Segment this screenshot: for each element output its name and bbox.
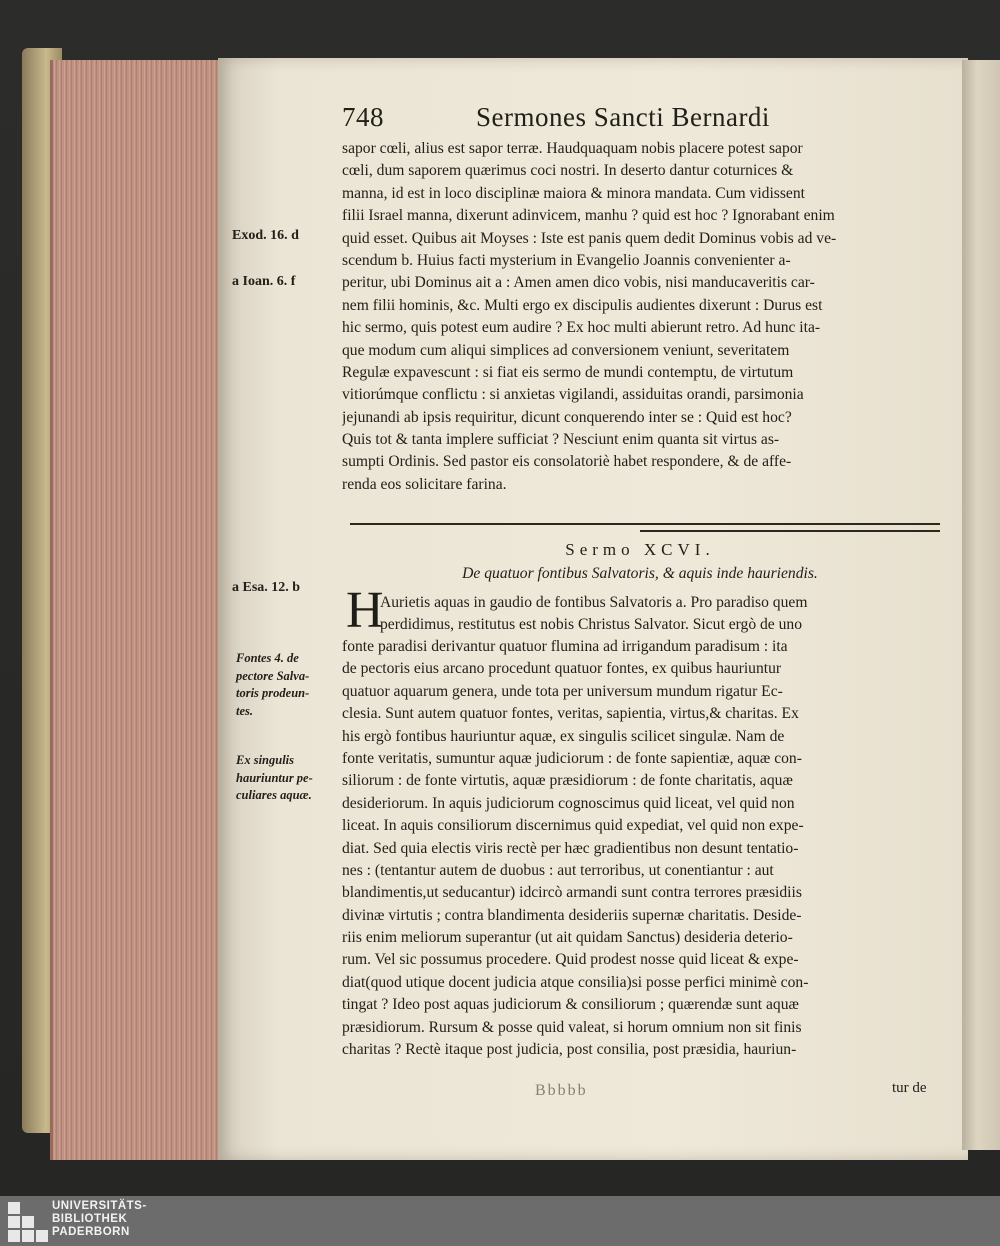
page-edges <box>50 60 225 1160</box>
text-line: Regulæ expavescunt : si fiat eis sermo de mundi contemptu, de virtutum <box>342 363 794 381</box>
margin-note-line: tes. <box>236 703 254 718</box>
text-line: rum. Vel sic possumus procedere. Quid prodest nosse quid liceat & expe- <box>342 951 799 969</box>
top-text-block <box>342 138 938 496</box>
running-title: Sermones Sancti Bernardi <box>476 102 770 132</box>
margin-note-line: Fontes 4. de <box>236 651 299 665</box>
text-line: quid esset. Quibus ait Moyses : Iste est panis quem dedit Dominus vobis ad ve- <box>342 229 837 247</box>
text-line: diat(quod utique docent judicia atque consilia)si posse perfici minimè con- <box>342 973 809 991</box>
text-line: præsidiorum. Rursum & posse quid valeat, si horum omnium non sit finis <box>342 1018 802 1036</box>
text-line: siliorum : de fonte virtutis, aquæ præsidiorum : de fonte charitatis, aquæ <box>342 772 793 790</box>
section-rule-thin <box>640 530 940 532</box>
library-name-line: BIBLIOTHEK <box>52 1213 128 1225</box>
text-line: charitas ? Rectè itaque post judicia, post consilia, post præsidia, hauriun- <box>342 1041 797 1059</box>
margin-note-line: toris prodeun- <box>236 686 310 700</box>
text-line: diat. Sed quia electis viris rectè per hæc gradientibus non desunt tentatio- <box>342 839 799 857</box>
text-line: de pectoris eius arcano procedunt quatuor fontes, ex quibus hauriuntur <box>342 660 782 678</box>
page-number: 748 <box>342 102 384 132</box>
text-line: manna, id est in loco disciplinæ maiora & minora mandata. Cum vidissent <box>342 184 805 202</box>
text-line: tingat ? Ideo post aquas judiciorum & consiliorum ; quærendæ sunt aquæ <box>342 996 799 1014</box>
margin-ref-esa: a Esa. 12. b <box>232 580 301 595</box>
text-line: fonte paradisi derivantur quatuor flumina ad irrigandum paradisum : ita <box>342 638 788 655</box>
margin-note-line: Ex singulis <box>236 753 295 767</box>
text-line: cœli, dum saporem quærimus coci nostri. In deserto dantur coturnices & <box>342 162 794 180</box>
text-line: Quis tot & tanta implere sufficiat ? Nesciunt enim quanta sit virtus as- <box>342 431 780 449</box>
text-line: vitiorúmque conflictu : si anxietas vigilandi, assiduitas orandi, parsimonia <box>342 386 804 404</box>
margin-note-singulis <box>236 752 336 805</box>
sermon-subtitle: De quatuor fontibus Salvatoris, & aquis inde hauriendis. <box>462 565 818 582</box>
text-line: divinæ virtutis ; contra blandimenta desideriis supernæ charitatis. Deside- <box>342 906 802 924</box>
text-line: quatuor aquarum genera, unde tota per universum mundum rigatur Ec- <box>342 682 783 700</box>
facing-page-edge <box>962 60 1000 1150</box>
text-line: desideriorum. In aquis judiciorum cognoscimus quid liceat, vel quid non <box>342 794 795 812</box>
text-line: sumpti Ordinis. Sed pastor eis consolatoriè habet respondere, & de affe- <box>342 453 792 471</box>
signature-mark: Bbbbb <box>535 1082 588 1099</box>
text-line: clesia. Sunt autem quatuor fontes, veritas, sapientia, virtus,& charitas. Ex <box>342 705 799 723</box>
sermon-body <box>342 636 938 1061</box>
text-line: renda eos solicitare farina. <box>342 475 507 493</box>
library-name <box>52 1200 147 1239</box>
margin-note-fontes <box>236 650 336 720</box>
margin-ref-exodus: Exod. 16. d <box>232 228 299 243</box>
text-line: riis enim meliorum superantur (ut ait quidam Sanctus) desideria deterio- <box>342 929 793 947</box>
section-rule <box>350 523 940 525</box>
text-line: nes : (tentantur autem de duobus : aut terroribus, ut conentiantur : aut <box>342 861 774 879</box>
text-line: peritur, ubi Dominus ait a : Amen amen dico vobis, nisi manducaveritis car- <box>342 274 815 292</box>
text-line: hic sermo, quis potest eum audire ? Ex hoc multi abierunt retro. Ad hunc ita- <box>342 319 821 337</box>
library-name-line: UNIVERSITÄTS- <box>52 1200 147 1212</box>
text-line: jejunandi ab ipsis requiritur, dicunt conquerendo inter se : Quid est hoc? <box>342 408 792 426</box>
text-line: filii Israel manna, dixerunt adinvicem, manhu ? quid est hoc ? Ignorabant enim <box>342 207 835 225</box>
text-line: his ergò fontibus hauriuntur aquæ, ex singulis scilicet singulæ. Nam de <box>342 727 785 745</box>
sermon-heading: Sermo XCVI. <box>565 540 715 559</box>
text-line: fonte veritatis, sumuntur aquæ judiciorum : de fonte sapientiæ, aquæ con- <box>342 749 802 767</box>
margin-note-line: culiares aquæ. <box>236 788 312 802</box>
text-line: blandimentis,ut seducantur) idcircò armandi sunt contra terrores præsidiis <box>342 884 802 902</box>
library-logo-icon <box>8 1200 52 1242</box>
footer-bar <box>0 1196 1000 1246</box>
text-line: sapor cœli, alius est sapor terræ. Haudquaquam nobis placere potest sapor <box>342 140 803 157</box>
text-line: liceat. In aquis consiliorum discernimus quid expediat, vel quid non expe- <box>342 817 804 835</box>
margin-note-line: hauriuntur pe- <box>236 770 313 785</box>
sermon-first-line <box>380 592 938 614</box>
text-line: Aurietis aquas in gaudio de fontibus Salvatoris a. Pro paradiso quem <box>380 594 808 611</box>
catchword: tur de <box>892 1080 927 1096</box>
drop-capital: H <box>346 582 384 639</box>
text-line: perdidimus, restitutus est nobis Christus Salvator. Sicut ergò de uno <box>380 616 803 633</box>
library-name-line: PADERBORN <box>52 1226 130 1238</box>
text-line: nem filii hominis, &c. Multi ergo ex discipulis audientes dixerunt : Durus est <box>342 296 823 314</box>
text-line: que modum cum aliqui simplices ad conversionem veniunt, severitatem <box>342 341 790 359</box>
margin-ref-ioan: a Ioan. 6. f <box>232 274 296 289</box>
margin-note-line: pectore Salva- <box>236 668 310 683</box>
text-line: scendum b. Huius facti mysterium in Evangelio Joannis convenienter a- <box>342 251 791 269</box>
sermon-second-line <box>380 614 938 636</box>
running-header <box>342 102 942 142</box>
